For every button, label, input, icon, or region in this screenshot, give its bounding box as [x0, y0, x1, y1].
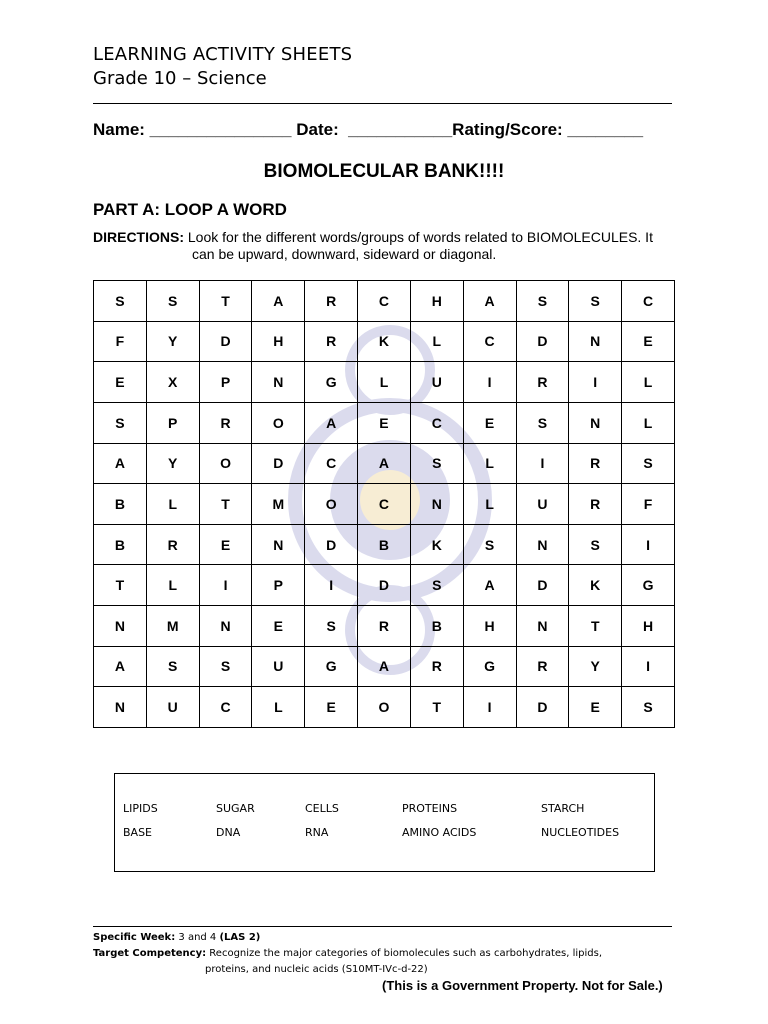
word-bank-item: CELLS [305, 802, 339, 815]
grid-row [94, 565, 675, 606]
grid-cell: I [463, 362, 516, 403]
grid-cell: R [569, 443, 622, 484]
grid-cell: K [410, 524, 463, 565]
grid-cell: I [463, 687, 516, 728]
grid-cell: P [199, 362, 252, 403]
grid-cell: A [463, 281, 516, 322]
grid-cell: E [199, 524, 252, 565]
grid-cell: S [622, 687, 675, 728]
grid-cell: Y [146, 443, 199, 484]
grid-cell: L [146, 484, 199, 525]
grid-cell: N [94, 606, 147, 647]
week-label: Specific Week: [93, 932, 176, 943]
grid-cell: I [199, 565, 252, 606]
grid-cell: B [94, 484, 147, 525]
grid-cell: C [410, 402, 463, 443]
grid-row [94, 687, 675, 728]
grid-cell: B [410, 606, 463, 647]
grid-cell: L [463, 484, 516, 525]
grid-cell: H [252, 321, 305, 362]
grid-cell: D [516, 565, 569, 606]
grid-cell: G [305, 646, 358, 687]
grid-cell: T [199, 484, 252, 525]
grid-cell: S [410, 565, 463, 606]
grid-cell: S [622, 443, 675, 484]
word-bank-row [123, 826, 641, 850]
grid-cell: R [410, 646, 463, 687]
grid-cell: O [199, 443, 252, 484]
grid-cell: C [358, 484, 411, 525]
grid-cell: N [516, 606, 569, 647]
grid-cell: S [410, 443, 463, 484]
part-a-heading: PART A: LOOP A WORD [93, 200, 287, 219]
competency-line2: proteins, and nucleic acids (S10MT-IVc-d-22) [205, 964, 428, 975]
directions [93, 229, 693, 263]
grid-cell: S [146, 646, 199, 687]
grid-cell: S [516, 281, 569, 322]
grid-cell: S [463, 524, 516, 565]
grid-cell: D [516, 687, 569, 728]
grid-cell: G [622, 565, 675, 606]
grid-cell: L [463, 443, 516, 484]
grid-cell: H [622, 606, 675, 647]
grid-cell: R [305, 321, 358, 362]
word-bank-item: SUGAR [216, 802, 255, 815]
grid-cell: L [358, 362, 411, 403]
grid-cell: M [146, 606, 199, 647]
competency-label: Target Competency: [93, 948, 207, 959]
grid-cell: A [305, 402, 358, 443]
grid-cell: B [94, 524, 147, 565]
grid-cell: L [622, 402, 675, 443]
sheet-header-title: LEARNING ACTIVITY SHEETS [93, 44, 353, 65]
word-bank-item: BASE [123, 826, 153, 839]
grid-cell: S [94, 281, 147, 322]
grid-cell: Y [569, 646, 622, 687]
grid-cell: P [146, 402, 199, 443]
grid-cell: N [252, 524, 305, 565]
directions-label: DIRECTIONS: [93, 229, 184, 245]
footer-competency [93, 948, 602, 959]
grid-cell: N [94, 687, 147, 728]
sheet-header-grade: Grade 10 – Science [93, 68, 267, 89]
grid-row [94, 646, 675, 687]
grid-cell: S [94, 402, 147, 443]
grid-cell: I [516, 443, 569, 484]
grid-cell: S [199, 646, 252, 687]
grid-cell: U [410, 362, 463, 403]
grid-row [94, 281, 675, 322]
grid-cell: H [410, 281, 463, 322]
grid-cell: A [94, 646, 147, 687]
grid-row [94, 443, 675, 484]
grid-cell: L [146, 565, 199, 606]
grid-cell: E [463, 402, 516, 443]
grid-row [94, 606, 675, 647]
grid-cell: R [146, 524, 199, 565]
grid-cell: S [305, 606, 358, 647]
word-search-grid [93, 280, 675, 728]
grid-cell: C [463, 321, 516, 362]
grid-cell: R [358, 606, 411, 647]
grid-cell: S [516, 402, 569, 443]
grid-cell: N [199, 606, 252, 647]
grid-cell: A [463, 565, 516, 606]
word-bank [114, 773, 655, 872]
grid-cell: E [569, 687, 622, 728]
grid-cell: D [358, 565, 411, 606]
grid-cell: R [199, 402, 252, 443]
grid-cell: F [94, 321, 147, 362]
grid-cell: R [516, 646, 569, 687]
grid-cell: E [94, 362, 147, 403]
grid-cell: N [569, 321, 622, 362]
grid-cell: S [569, 524, 622, 565]
grid-cell: I [622, 646, 675, 687]
grid-cell: R [305, 281, 358, 322]
grid-cell: I [569, 362, 622, 403]
grid-cell: L [622, 362, 675, 403]
grid-cell: A [252, 281, 305, 322]
grid-row [94, 524, 675, 565]
grid-cell: N [410, 484, 463, 525]
grid-cell: F [622, 484, 675, 525]
grid-cell: O [252, 402, 305, 443]
grid-cell: H [463, 606, 516, 647]
week-value: 3 and 4 [175, 932, 220, 943]
word-bank-item: STARCH [541, 802, 585, 815]
grid-row [94, 402, 675, 443]
directions-text-line1: Look for the different words/groups of words related to BIOMOLECULES. It [184, 229, 653, 245]
word-bank-item: PROTEINS [402, 802, 458, 815]
grid-cell: D [516, 321, 569, 362]
grid-cell: R [516, 362, 569, 403]
grid-cell: E [622, 321, 675, 362]
grid-cell: C [622, 281, 675, 322]
grid-cell: T [94, 565, 147, 606]
grid-cell: E [252, 606, 305, 647]
grid-cell: D [252, 443, 305, 484]
activity-title: BIOMOLECULAR BANK!!!! [263, 161, 505, 182]
grid-cell: U [516, 484, 569, 525]
grid-cell: P [252, 565, 305, 606]
grid-cell: I [305, 565, 358, 606]
grid-cell: K [358, 321, 411, 362]
grid-cell: O [305, 484, 358, 525]
competency-line1: Recognize the major categories of biomolecules such as carbohydrates, lipids, [206, 948, 603, 959]
word-bank-item: LIPIDS [123, 802, 158, 815]
grid-cell: T [569, 606, 622, 647]
grid-row [94, 362, 675, 403]
grid-cell: G [305, 362, 358, 403]
grid-cell: C [358, 281, 411, 322]
grid-cell: E [358, 402, 411, 443]
grid-cell: T [199, 281, 252, 322]
grid-row [94, 321, 675, 362]
footer-divider [93, 926, 672, 927]
grid-cell: S [569, 281, 622, 322]
footer-week [93, 932, 260, 943]
grid-cell: A [358, 646, 411, 687]
word-bank-item: AMINO ACIDS [402, 826, 477, 839]
word-bank-item: RNA [305, 826, 329, 839]
grid-cell: N [252, 362, 305, 403]
header-divider [93, 103, 672, 104]
word-bank-row [123, 802, 641, 826]
grid-cell: C [305, 443, 358, 484]
grid-cell: K [569, 565, 622, 606]
grid-cell: U [146, 687, 199, 728]
grid-cell: D [305, 524, 358, 565]
grid-cell: U [252, 646, 305, 687]
grid-row [94, 484, 675, 525]
grid-cell: B [358, 524, 411, 565]
grid-cell: N [516, 524, 569, 565]
word-bank-item: NUCLEOTIDES [541, 826, 620, 839]
directions-text-line2: can be upward, downward, sideward or diagonal. [192, 246, 497, 262]
government-property-notice: (This is a Government Property. Not for Sale.) [382, 978, 663, 993]
grid-cell: M [252, 484, 305, 525]
grid-cell: R [569, 484, 622, 525]
grid-cell: I [622, 524, 675, 565]
grid-cell: S [146, 281, 199, 322]
grid-cell: Y [146, 321, 199, 362]
grid-cell: G [463, 646, 516, 687]
las-label: (LAS 2) [219, 932, 261, 943]
student-info-line: Name: _______________ Date: ___________Rating/Score: ________ [93, 120, 644, 139]
word-bank-item: DNA [216, 826, 241, 839]
grid-cell: L [410, 321, 463, 362]
grid-cell: A [94, 443, 147, 484]
grid-cell: A [358, 443, 411, 484]
grid-cell: L [252, 687, 305, 728]
grid-cell: N [569, 402, 622, 443]
grid-cell: D [199, 321, 252, 362]
grid-cell: O [358, 687, 411, 728]
grid-cell: E [305, 687, 358, 728]
grid-cell: T [410, 687, 463, 728]
grid-cell: X [146, 362, 199, 403]
grid-cell: C [199, 687, 252, 728]
